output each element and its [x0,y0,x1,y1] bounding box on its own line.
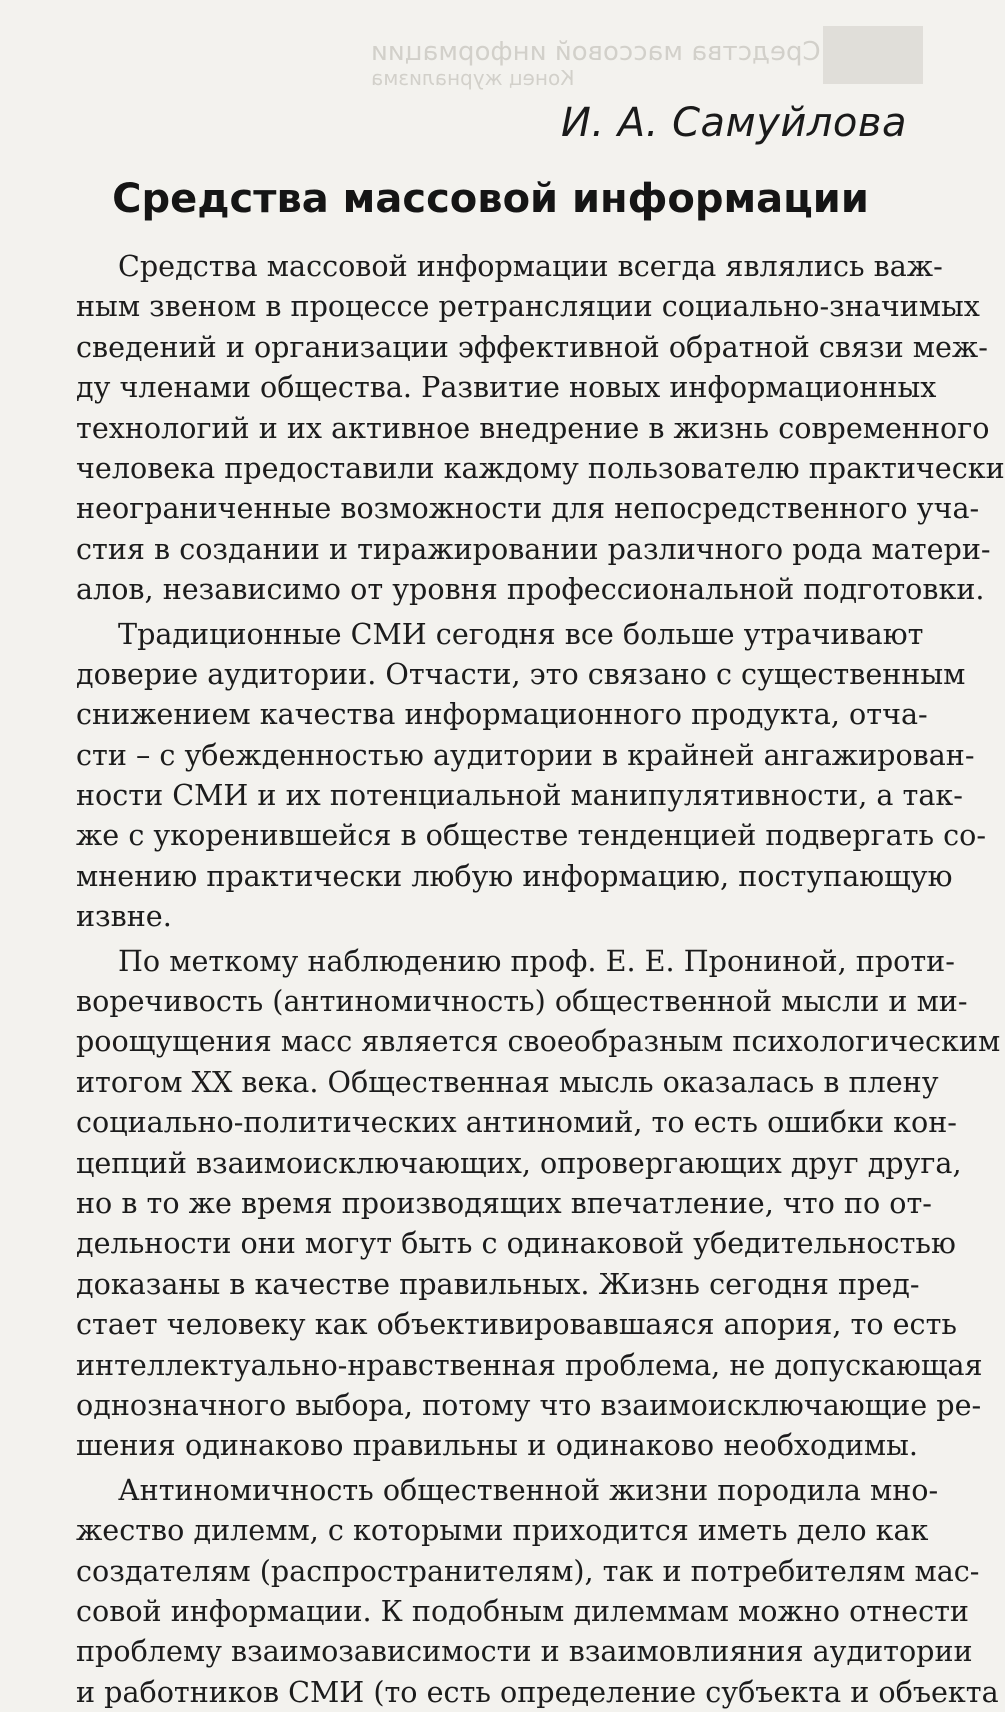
text-line: снижением качества информационного продукта, отча- [76,697,928,732]
text-line: сти – с убежденностью аудитории в крайней ангажирован- [76,737,975,772]
text-line: ным звеном в процессе ретрансляции социально-значимых [76,289,980,324]
text-line: воречивость (антиномичность) общественной мысли и ми- [76,984,968,1019]
text-line: доказаны в качестве правильных. Жизнь сегодня пред- [76,1266,920,1301]
paragraph-3 [76,941,1001,1466]
text-line: итогом XX века. Общественная мысль оказалась в плену [76,1064,939,1099]
text-line: доверие аудитории. Отчасти, это связано с существенным [76,656,966,691]
text-line: ности СМИ и их потенциальной манипулятивности, а так- [76,778,963,813]
article-title: Средства массовой информации [112,176,869,222]
text-line: ду членами общества. Развитие новых информационных [76,370,937,405]
text-line: но в то же время производящих впечатление, что по от- [76,1185,932,1220]
running-header-line-2: Конец журнализма [371,65,575,90]
article-body [76,246,1005,1712]
text-line: технологий и их активное внедрение в жизнь современного [76,410,990,445]
text-line: мнению практически любую информацию, поступающую [76,858,953,893]
text-line: роощущения масс является своеобразным психологическим [76,1024,1001,1059]
text-line: Антиномичность общественной жизни породила мно- [118,1472,939,1507]
text-line: социально-политических антиномий, то есть ошибки кон- [76,1105,957,1140]
text-line: стает человеку как объективировавшаяся апория, то есть [76,1307,957,1342]
text-line: алов, независимо от уровня профессиональной подготовки. [76,572,985,607]
paragraph-1 [76,246,1005,610]
show-through-running-header [371,38,821,89]
paragraph-2 [76,614,987,937]
text-line: человека предоставили каждому пользователю практически [76,450,1005,485]
text-line: интеллектуально-нравственная проблема, не допускающая [76,1347,983,1382]
running-header-line-1: Средства массовой информации [371,37,821,67]
text-line: совой информации. К подобным дилеммам можно отнести [76,1593,969,1628]
text-line: цепций взаимоисключающих, опровергающих друг друга, [76,1145,962,1180]
text-line: Средства массовой информации всегда являлись важ- [118,249,943,283]
text-line: По меткому наблюдению проф. Е. Е. Прониной, проти- [118,943,955,978]
text-line: и работников СМИ (то есть определение субъекта и объекта [76,1674,999,1709]
text-line: неограниченные возможности для непосредственного уча- [76,491,980,526]
text-line: Традиционные СМИ сегодня все больше утрачивают [118,616,924,651]
text-line: же с укоренившейся в обществе тенденцией подвергать со- [76,818,987,853]
text-line: жество дилемм, с которыми приходится иметь дело как [76,1513,929,1548]
page-corner-mark [823,26,923,84]
text-line: стия в создании и тиражировании различного рода матери- [76,531,991,566]
text-line: дельности они могут быть с одинаковой убедительностью [76,1226,956,1261]
text-line: шения одинаково правильны и одинаково необходимы. [76,1428,918,1463]
text-line: извне. [76,899,172,934]
author-name: И. А. Самуйлова [560,100,907,146]
text-line: проблему взаимозависимости и взаимовлияния аудитории [76,1634,973,1669]
text-line: создателям (распространителям), так и потребителям мас- [76,1553,980,1588]
text-line: сведений и организации эффективной обратной связи меж- [76,329,988,364]
paragraph-4 [76,1470,999,1712]
text-line: однозначного выбора, потому что взаимоисключающие ре- [76,1387,982,1422]
